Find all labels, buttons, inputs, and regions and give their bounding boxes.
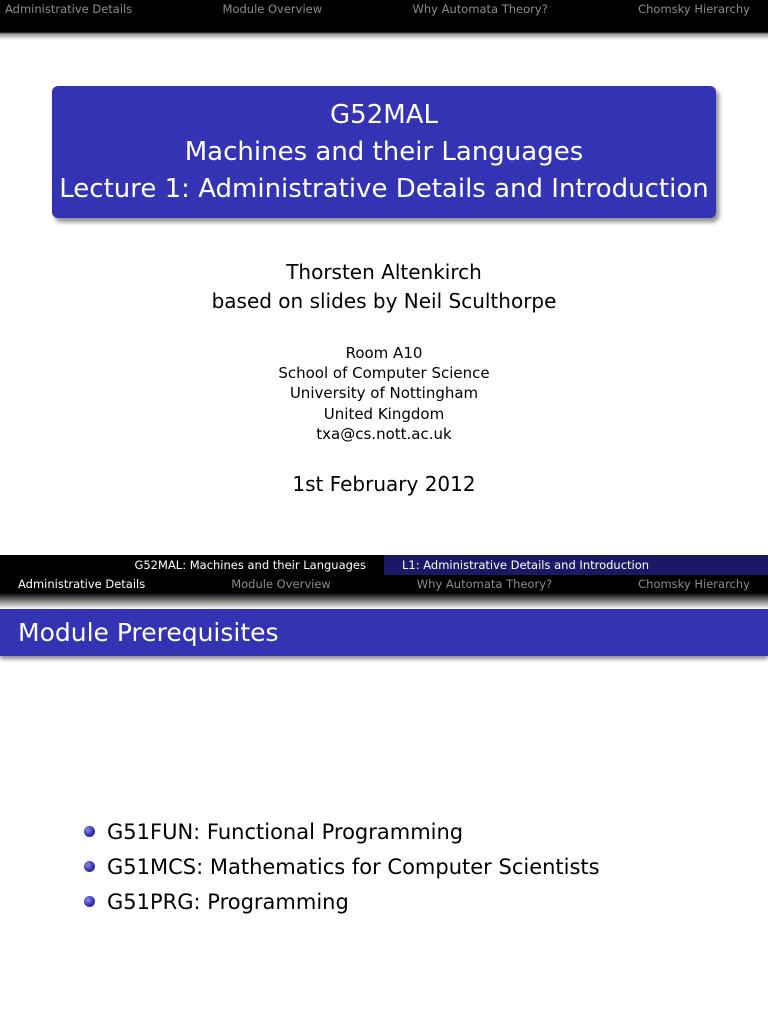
institute-block [0, 343, 768, 444]
footline [0, 555, 768, 575]
email: txa@cs.nott.ac.uk [316, 424, 452, 443]
prerequisites-list [84, 814, 600, 919]
list-item-text: G51FUN: Functional Programming [107, 819, 464, 844]
lecture-title: Lecture 1: Administrative Details and Introduction [59, 173, 709, 204]
bullet-icon [84, 896, 95, 907]
room: Room A10 [345, 344, 423, 362]
footline-course: G52MAL: Machines and their Languages [0, 555, 384, 575]
top-nav-bar [0, 0, 768, 18]
university: University of Nottingham [289, 384, 479, 403]
author-credit: based on slides by Neil Sculthorpe [211, 289, 557, 313]
nav-why-automata-theory[interactable]: Why Automata Theory? [412, 2, 548, 16]
list-item [84, 814, 600, 849]
nav-administrative-details[interactable]: Administrative Details [5, 2, 133, 16]
lecture-date: 1st February 2012 [292, 472, 476, 496]
title-box [52, 86, 716, 218]
nav-administrative-details-active[interactable]: Administrative Details [18, 577, 146, 591]
list-item [84, 849, 600, 884]
nav-shadow [0, 593, 768, 609]
bullet-icon [84, 861, 95, 872]
nav-chomsky-hierarchy[interactable]: Chomsky Hierarchy [638, 577, 750, 591]
bullet-icon [84, 826, 95, 837]
slide2-nav-bar [0, 575, 768, 593]
course-title: Machines and their Languages [184, 136, 584, 167]
nav-why-automata-theory[interactable]: Why Automata Theory? [416, 577, 553, 591]
nav-chomsky-hierarchy[interactable]: Chomsky Hierarchy [638, 2, 750, 16]
list-item [84, 884, 600, 919]
author-name: Thorsten Altenkirch [286, 260, 482, 284]
frame-title: Module Prerequisites [0, 609, 768, 656]
course-code: G52MAL [330, 99, 438, 130]
nav-module-overview[interactable]: Module Overview [231, 577, 331, 591]
list-item-text: G51PRG: Programming [107, 889, 349, 914]
author-block [0, 258, 768, 316]
school: School of Computer Science [278, 364, 490, 383]
nav-module-overview[interactable]: Module Overview [222, 2, 323, 16]
footline-lecture: L1: Administrative Details and Introduction [384, 555, 768, 575]
country: United Kingdom [323, 404, 445, 423]
top-bar-shadow [0, 18, 768, 40]
list-item-text: G51MCS: Mathematics for Computer Scientists [107, 854, 600, 879]
